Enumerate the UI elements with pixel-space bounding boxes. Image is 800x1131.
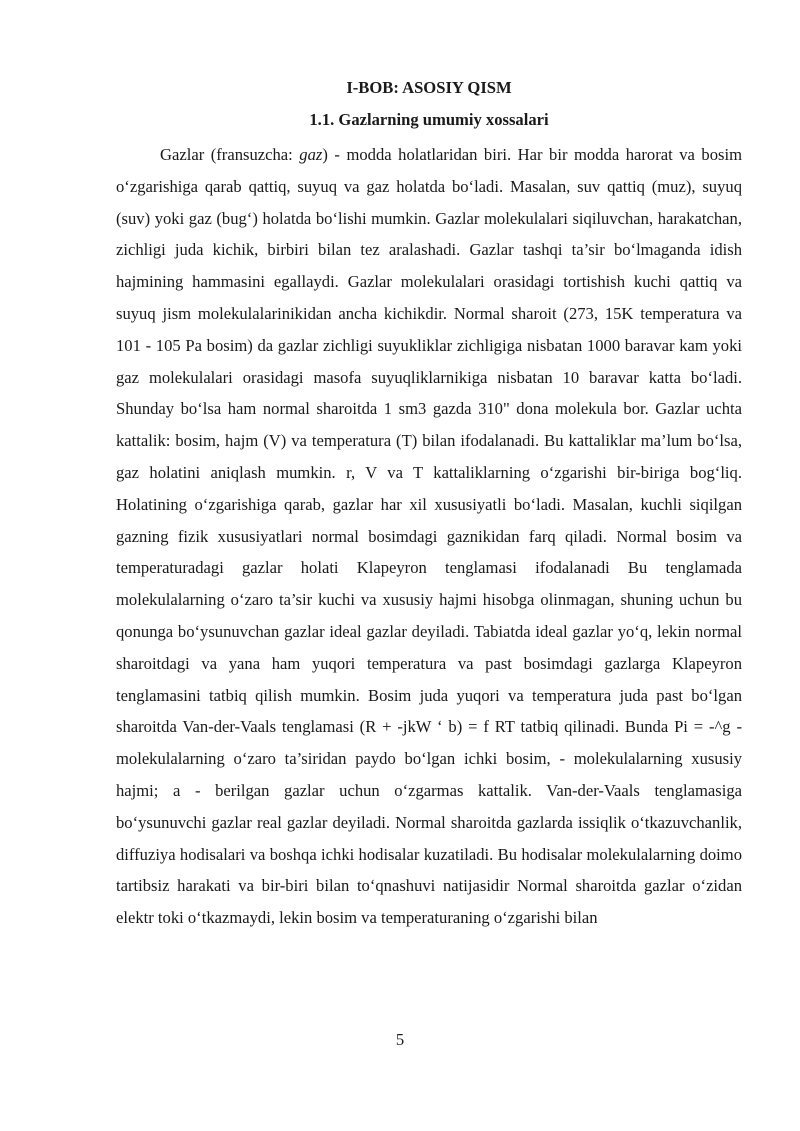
paragraph-text: ) - modda holatlaridan biri. Har bir modda harorat va bosim o‘zgarishiga qarab qattiq, suyuq va gaz holatda bo‘ladi. Masalan, suv qattiq (muz), suyuq (suv) yoki gaz (bug‘) holatda bo‘lishi mumkin. Gazlar molekulalari siqiluvchan, harakatchan, zichligi juda kichik, birbiri bilan tez aralashadi. Gazlar tashqi ta’sir bo‘lmaganda idish hajmining hammasini egallaydi. Gazlar molekulalari orasidagi tortishish kuchi qattiq va suyuq jism molekulalarinikidan ancha kichikdir. Normal sharoit (273, 15K temperatura va 101 - 105 Pa bosim) da gazlar zichligi suyukliklar zichligiga nisbatan 1000 baravar kam yoki gaz molekulalari orasidagi masofa suyuqliklarnikiga nisbatan 10 baravar katta bo‘ladi. Shunday bo‘lsa ham normal sharoitda 1 sm3 gazda 310" dona molekula bor. Gazlar uchta kattalik: bosim, hajm (V) va temperatura (T) bilan ifodalanadi. Bu kattaliklar ma’lum bo‘lsa, gaz holatini aniqlash mumkin. r, V va T kattaliklarning o‘zgarishi bir-biriga bog‘liq. Holatining o‘zgarishiga qarab, gazlar har xil xususiyatli bo‘ladi. Masalan, kuchli siqilgan gazning fizik xususiyatlari normal bosimdagi gaznikidan farq qiladi. Normal bosim va temperaturadagi gazlar holati Klapeyron tenglamasi ifodalanadi Bu tenglamada molekulalarning o‘zaro ta’sir kuchi va xususiy hajmi hisobga olinmagan, shuning uchun bu qonunga bo‘ysunuvchan gazlar ideal gazlar deyiladi. Tabiatda ideal gazlar yo‘q, lekin normal sharoitdagi va yana ham yuqori temperatura va past bosimdagi gazlarga Klapeyron tenglamasini tatbiq qilish mumkin. Bosim juda yuqori va temperatura juda past bo‘lgan sharoitda Van-der-Vaals tenglamasi (R + -jkW ‘ b) = f RT tatbiq qilinadi. Bunda Pi = -^g - molekulalarning o‘zaro ta’siridan paydo bo‘lgan ichki bosim, - molekulalarning xususiy hajmi; a - berilgan gazlar uchun o‘zgarmas kattalik. Van-der-Vaals tenglamasiga bo‘ysunuvchi gazlar real gazlar deyiladi. Normal sharoitda gazlarda issiqlik o‘tkazuvchanlik, diffuziya hodisalari va boshqa ichki hodisalar kuzatiladi. Bu hodisalar molekulalarning doimo tartibsiz harakati va bir-biri bilan to‘qnashuvi natijasidir Normal sharoitda gazlar o‘zidan elektr toki o‘tkazmaydi, lekin bosim va temperaturaning o‘zgarishi bilan [116, 145, 742, 928]
chapter-title: I-BOB: ASOSIY QISM [346, 78, 512, 97]
paragraph-lead: Gazlar (fransuzcha: [160, 145, 300, 164]
page-number: 5 [395, 1030, 405, 1049]
body-paragraph [116, 139, 742, 934]
paragraph-italic-term: gaz [299, 145, 323, 164]
section-title: 1.1. Gazlarning umumiy xossalari [309, 110, 549, 129]
document-page [116, 72, 742, 934]
